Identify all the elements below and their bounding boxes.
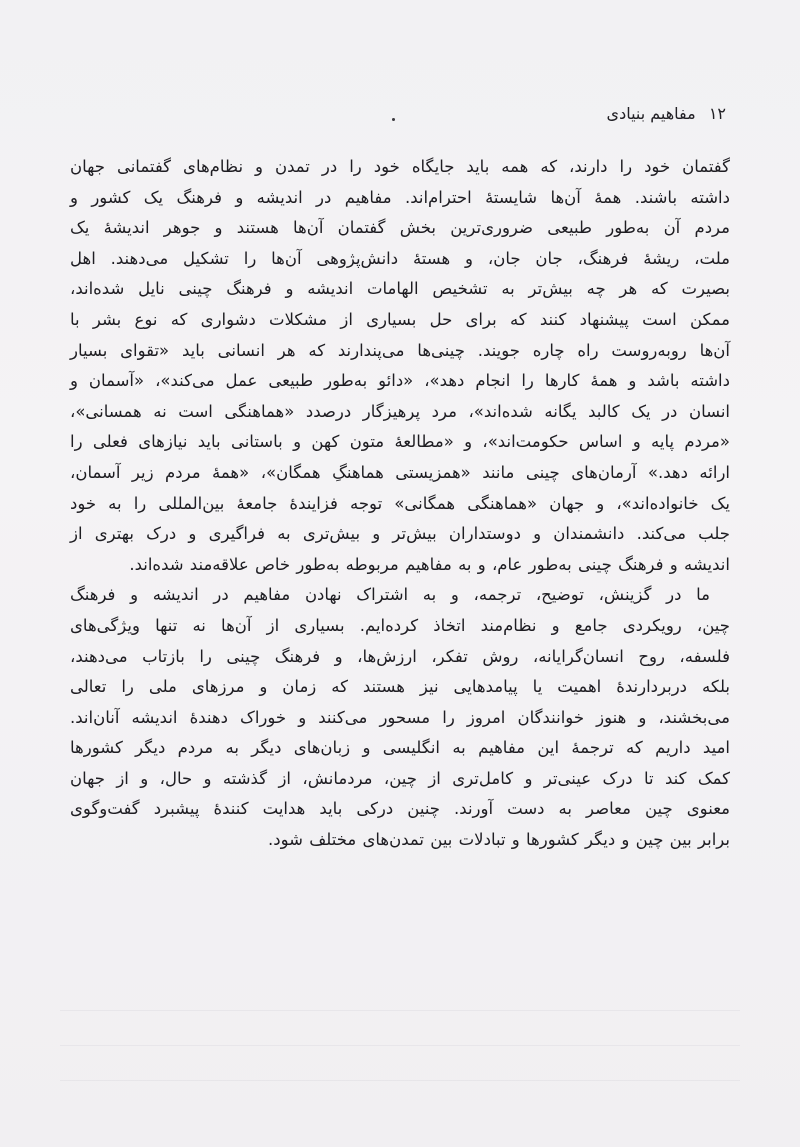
show-through-line (60, 1045, 740, 1046)
show-through-line (60, 1080, 740, 1081)
text-line: ممکن است پیشنهاد کنند که برای حل بسیاری از مشکلات دشواری که نوع بشر با (70, 309, 730, 329)
text-line: انسان در یک کالبد یگانه شده‌اند»، مرد پرهیزگار درصدد «هماهنگی است نه همسانی»، (70, 401, 730, 421)
paragraph-2 (70, 580, 730, 855)
text-line: مردم آن به‌طور طبیعی ضروری‌ترین بخش گفتمان آن‌ها هستند و جوهر اندیشهٔ یک (70, 218, 730, 238)
text-line: آن‌ها روبه‌روست راه چاره جویند. چینی‌ها می‌پندارند که هر انسانی باید «تقوای بسیار (70, 340, 730, 360)
ink-dot (392, 118, 395, 121)
text-line: کمک کند تا درک عینی‌تر و کامل‌تری از چین، مردمانش، از گذشته و حال، و از جهان (70, 768, 730, 788)
text-line: بصیرت که هر چه بیش‌تر به تشخیص الهامات اندیشه و فرهنگ چینی نایل شده‌اند، (70, 279, 730, 299)
text-line: معنوی چین معاصر به دست آورند. چنین درکی باید هدایت کنندهٔ پیشبرد گفت‌وگوی (70, 799, 730, 819)
text-line: برابر بین چین و دیگر کشورها و تبادلات بین تمدن‌های مختلف شود. (268, 830, 730, 850)
text-line: امید داریم که ترجمهٔ این مفاهیم به انگلیسی و زبان‌های دیگر به مردم دیگر کشورها (70, 738, 730, 758)
text-line: فلسفه، روح انسان‌گرایانه، روش تفکر، ارزش‌ها، و فرهنگ چینی را بازتاب می‌دهند، (70, 646, 730, 666)
text-line: جلب می‌کند. دانشمندان و دوستداران بیش‌تر و بیش‌تری به فراگیری و درک بهتری از (70, 524, 730, 544)
running-header (607, 104, 726, 123)
text-line: «مردم پایه و اساس حکومت‌اند»، و «مطالعهٔ متون کهن و باستانی باید نیازهای فعلی را (70, 432, 730, 452)
text-line: داشته باشد و همهٔ کارها را انجام دهد»، «دائو به‌طور طبیعی عمل می‌کند»، «آسمان و (70, 371, 730, 391)
show-through-line (60, 1010, 740, 1011)
text-line: یک خانواده‌اند»، و جهان «هماهنگی همگانی» توجه فزایندهٔ جامعهٔ بین‌المللی را به خود (70, 493, 730, 513)
text-line: چین، رویکردی جامع و نظام‌مند اتخاذ کرده‌ایم. بسیاری از آن‌ها نه تنها ویژگی‌های (70, 615, 730, 635)
chapter-title: مفاهیم بنیادی (606, 104, 696, 123)
text-line: ارائه دهد.» آرمان‌های چینی مانند «همزیستی هماهنگِ همگان»، «همهٔ مردم زیر آسمان، (70, 462, 730, 482)
page-number: ۱۲ (708, 104, 726, 123)
text-line: ملت، ریشهٔ فرهنگ، جان جان، و هستهٔ دانش‌پژوهی آن‌ها را تشکیل می‌دهند. اهل (70, 248, 730, 268)
body-text (70, 152, 730, 856)
paragraph-1 (70, 152, 730, 580)
text-line: می‌بخشند، و هنوز خوانندگان امروز را مسحور می‌کنند و خوراک دهندهٔ اندیشه آنان‌اند. (70, 707, 730, 727)
text-line: اندیشه و فرهنگ چینی به‌طور عام، و به مفاهیم مربوطه به‌طور خاص علاقه‌مند شده‌اند. (129, 554, 730, 574)
text-line: داشته باشند. همهٔ آن‌ها شایستهٔ احترام‌اند. مفاهیم در اندیشه و فرهنگ یک کشور و (70, 187, 730, 207)
text-line: گفتمان خود را دارند، که همه باید جایگاه خود را در تمدن و نظام‌های گفتمانی جهان (70, 157, 730, 176)
text-line: ما در گزینش، توضیح، ترجمه، و به اشتراک نهادن مفاهیم در اندیشه و فرهنگ (70, 585, 710, 605)
text-line: بلکه دربردارندهٔ اهمیت یا پیامدهایی نیز هستند که زمان و مرزهای ملی را تعالی (70, 677, 730, 697)
